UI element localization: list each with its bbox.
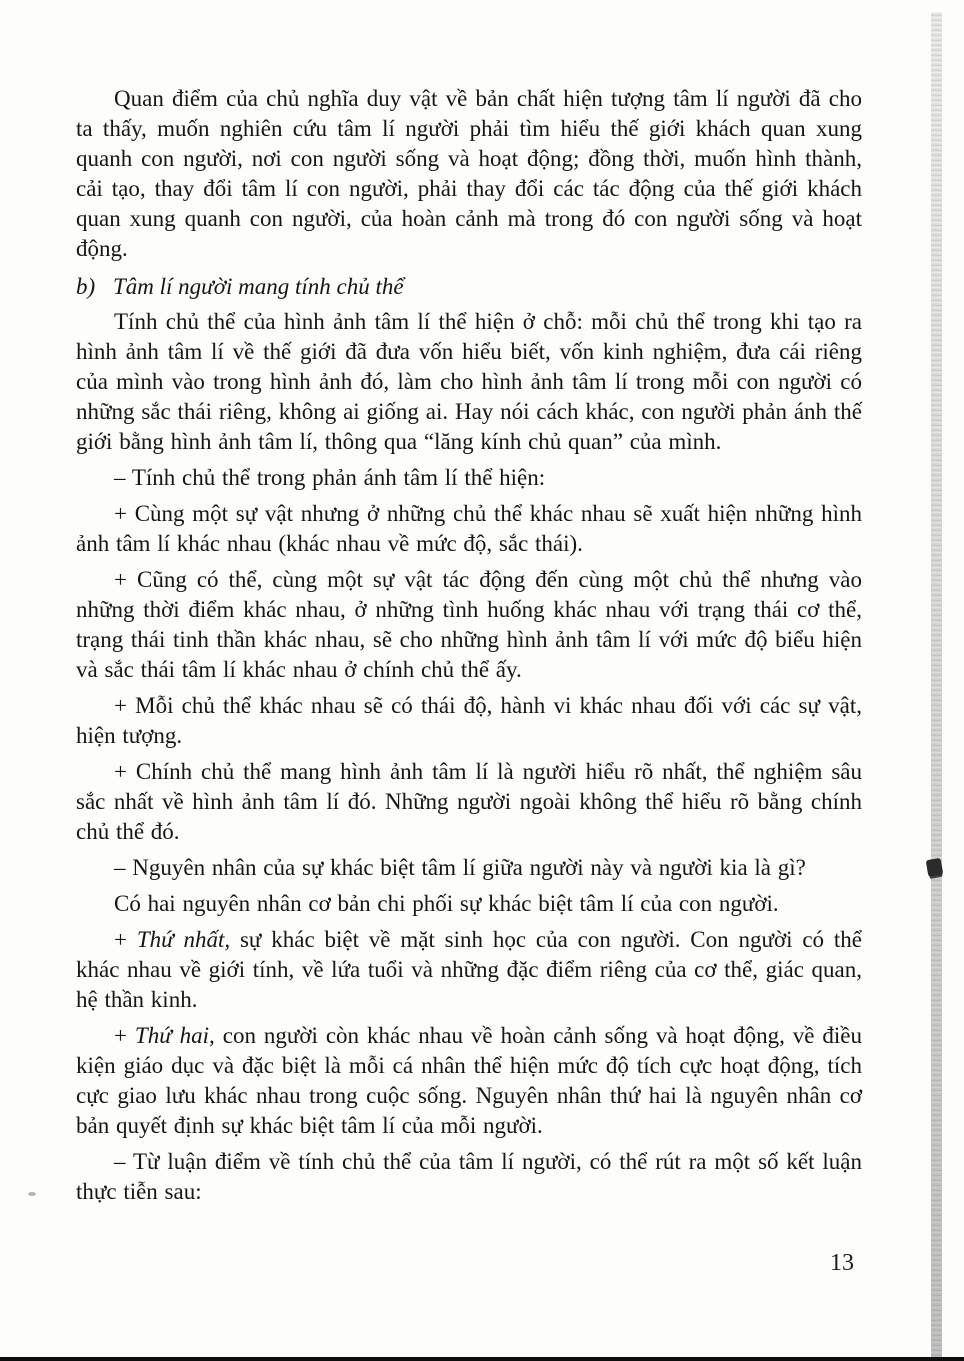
scan-speck: [28, 1192, 36, 1196]
list-item-plus: + Cũng có thể, cùng một sự vật tác động đến cùng một chủ thể nhưng vào những thời điểm khác nhau, ở những tình huống khác nhau với trạng thái cơ thể, trạng thái tinh thần khác nhau, sẽ cho những hình ảnh tâm lí với mức độ biểu hiện và sắc thái tâm lí khác nhau ở chính chủ thể ấy.: [76, 567, 862, 682]
text-block: [76, 84, 862, 1213]
list-item-plus: + Chính chủ thể mang hình ảnh tâm lí là người hiểu rõ nhất, thể nghiệm sâu sắc nhất về hình ảnh tâm lí đó. Những người ngoài không thể hiểu rõ bằng chính chủ thể đó.: [76, 759, 862, 844]
paragraph: Quan điểm của chủ nghĩa duy vật về bản chất hiện tượng tâm lí người đã cho ta thấy, muốn nghiên cứu tâm lí người phải tìm hiểu thế giới khách quan xung quanh con người, nơi con người sống và hoạt động; đồng thời, muốn hình thành, cải tạo, thay đổi tâm lí con người, phải thay đổi các tác động của thế giới khách quan xung quanh con người, của hoàn cảnh mà trong đó con người sống và hoạt động.: [76, 86, 862, 261]
paragraph-text: sự khác biệt về mặt sinh học của con người. Con người có thể khác nhau về giới tính, về lứa tuổi và những đặc điểm riêng của cơ thể, giác quan, hệ thần kinh.: [76, 927, 862, 1012]
page-number: 13: [830, 1250, 854, 1276]
list-item-plus: + Cùng một sự vật nhưng ở những chủ thể khác nhau sẽ xuất hiện những hình ảnh tâm lí khác nhau (khác nhau về mức độ, sắc thái).: [76, 501, 862, 556]
section-label: b): [76, 274, 96, 299]
list-item-plus: [76, 925, 862, 1015]
section-heading: [76, 272, 862, 302]
list-marker: +: [114, 927, 137, 952]
emphasized-lead: Thứ hai,: [134, 1023, 215, 1048]
list-item-dash: – Nguyên nhân của sự khác biệt tâm lí giữa người này và người kia là gì?: [114, 855, 806, 880]
emphasized-lead: Thứ nhất,: [136, 927, 231, 952]
scan-ink-blob: [926, 858, 944, 877]
scan-edge-noise-strip: [931, 12, 942, 1361]
section-title: Tâm lí người mang tính chủ thể: [113, 274, 404, 299]
list-item-plus: [76, 1021, 862, 1141]
list-item-dash: – Từ luận điểm về tính chủ thể của tâm lí người, có thể rút ra một số kết luận thực tiễn sau:: [76, 1149, 862, 1204]
scan-bottom-edge: [0, 1357, 964, 1361]
list-item-dash: – Tính chủ thể trong phản ánh tâm lí thể hiện:: [114, 465, 546, 490]
paragraph: Tính chủ thể của hình ảnh tâm lí thể hiện ở chỗ: mỗi chủ thể trong khi tạo ra hình ảnh tâm lí về thế giới đã đưa vốn hiểu biết, vốn kinh nghiệm, đưa cái riêng của mình vào trong hình ảnh đó, làm cho hình ảnh tâm lí trong mỗi con người có những sắc thái riêng, không ai giống ai. Hay nói cách khác, con người phản ánh thế giới bằng hình ảnh tâm lí, thông qua “lăng kính chủ quan” của mình.: [76, 309, 862, 454]
list-marker: +: [114, 1023, 135, 1048]
paragraph: Có hai nguyên nhân cơ bản chi phối sự khác biệt tâm lí của con người.: [114, 891, 779, 916]
list-item-plus: + Mỗi chủ thể khác nhau sẽ có thái độ, hành vi khác nhau đối với các sự vật, hiện tượng.: [76, 693, 862, 748]
paragraph-text: con người còn khác nhau về hoàn cảnh sống và hoạt động, về điều kiện giáo dục và đặc biệt là mỗi cá nhân thể hiện mức độ tích cực hoạt động, tích cực giao lưu khác nhau trong cuộc sống. Nguyên nhân thứ hai là nguyên nhân cơ bản quyết định sự khác biệt tâm lí của mỗi người.: [76, 1023, 862, 1138]
